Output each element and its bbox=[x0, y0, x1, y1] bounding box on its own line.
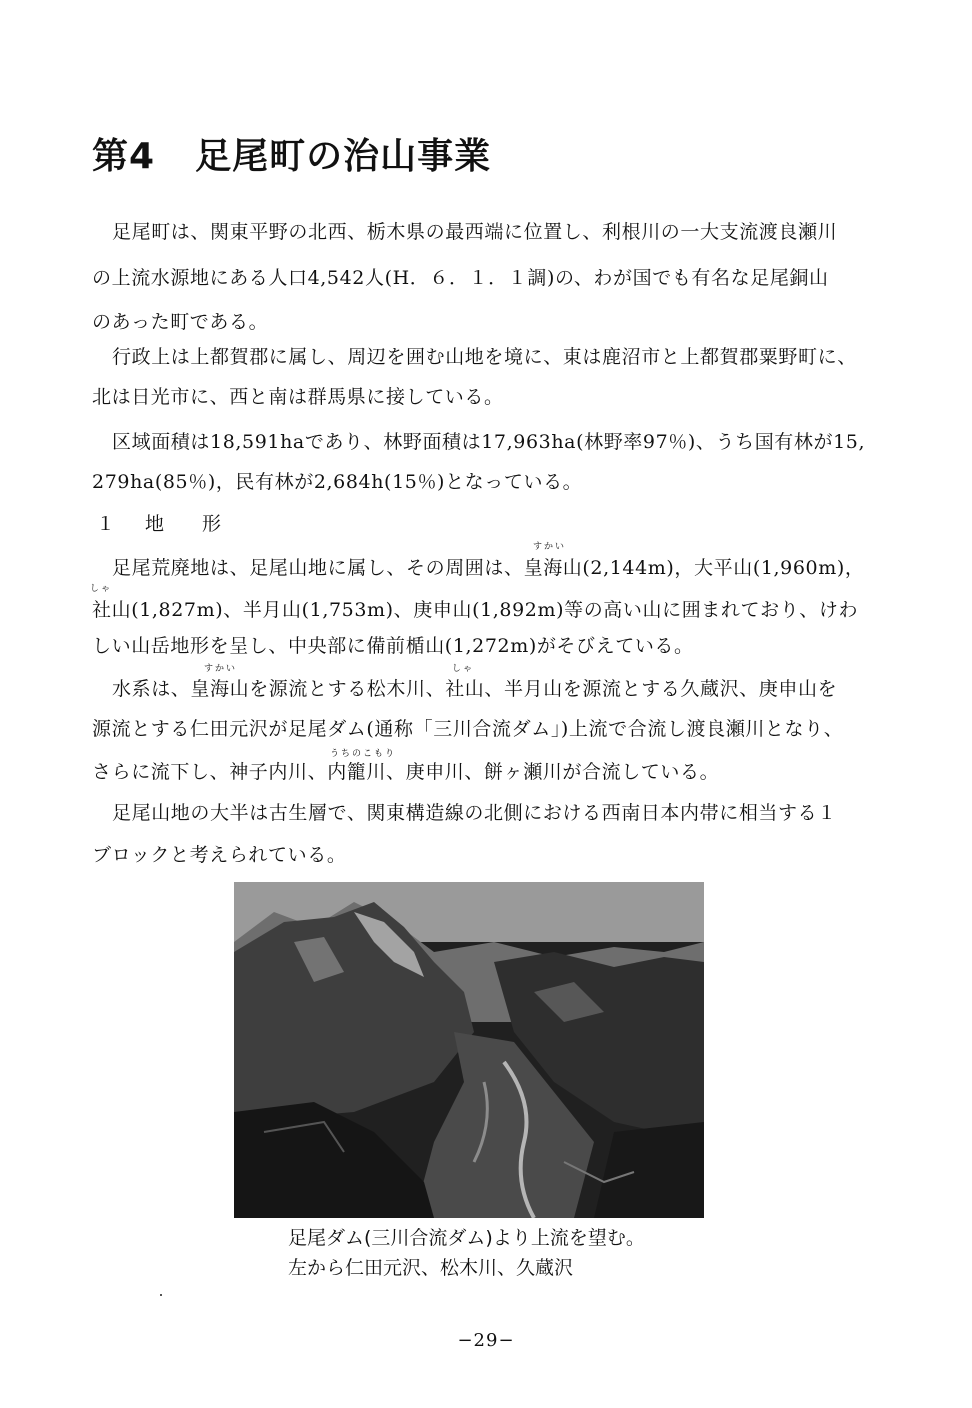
section-number: １ bbox=[96, 513, 116, 535]
paragraph-line: 源流とする仁田元沢が足尾ダム(通称「三川合流ダム」)上流で合流し渡良瀬川となり、 bbox=[92, 718, 844, 740]
paragraph-line: 行政上は上都賀郡に属し、周辺を囲む山地を境に、東は鹿沼市と上都賀郡粟野町に、 bbox=[112, 346, 857, 368]
ruby-annotation: うちのこもり bbox=[330, 749, 397, 759]
photo-caption-line1: 足尾ダム(三川合流ダム)より上流を望む。 bbox=[288, 1227, 645, 1249]
photo-caption-line2: 左から仁田元沢、松木川、久蔵沢 bbox=[288, 1257, 574, 1279]
chapter-number: 第4 bbox=[92, 136, 156, 177]
paragraph-line: の上流水源地にある人口4,542人(H．６．１．１調)の、わが国でも有名な足尾銅山 bbox=[92, 267, 829, 289]
paragraph-line: 足尾町は、関東平野の北西、栃木県の最西端に位置し、利根川の一大支流渡良瀬川 bbox=[112, 221, 838, 243]
paragraph-line: 社山(1,827m)、半月山(1,753m)、庚申山(1,892m)等の高い山に囲まれており、けわ bbox=[92, 599, 859, 621]
ruby-annotation: すかい bbox=[533, 542, 567, 552]
scan-speck bbox=[160, 1294, 162, 1296]
paragraph-line: のあった町である。 bbox=[92, 311, 269, 333]
section-title: 地 形 bbox=[145, 513, 222, 535]
page-number: −29− bbox=[457, 1330, 515, 1351]
ruby-annotation: しゃ bbox=[90, 584, 113, 594]
ruby-annotation: すかい bbox=[204, 664, 238, 674]
paragraph-line: 北は日光市に、西と南は群馬県に接している。 bbox=[92, 386, 504, 408]
ruby-annotation: しゃ bbox=[452, 664, 475, 674]
section-heading bbox=[96, 512, 221, 536]
paragraph-line: しい山岳地形を呈し、中央部に備前楯山(1,272m)がそびえている。 bbox=[92, 635, 694, 657]
paragraph-line: ブロックと考えられている。 bbox=[92, 844, 347, 866]
paragraph-line: さらに流下し、神子内川、内籠川、庚申川、餅ヶ瀬川が合流している。 bbox=[92, 761, 720, 783]
paragraph-line: 区域面積は18,591haであり、林野面積は17,963ha(林野率97％)、うち国有林が15, bbox=[112, 431, 866, 453]
chapter-title: 足尾町の治山事業 bbox=[195, 136, 492, 177]
paragraph-line: 足尾荒廃地は、足尾山地に属し、その周囲は、皇海山(2,144m)，大平山(1,960m)， bbox=[112, 557, 865, 579]
paragraph-line: 足尾山地の大半は古生層で、関東構造線の北側における西南日本内帯に相当する１ bbox=[112, 802, 837, 824]
mountain-valley-photo bbox=[234, 882, 704, 1218]
paragraph-line: 水系は、皇海山を源流とする松木川、社山、半月山を源流とする久蔵沢、庚申山を bbox=[112, 678, 838, 700]
page-title bbox=[92, 128, 491, 179]
paragraph-line: 279ha(85％)，民有林が2,684h(15％)となっている。 bbox=[92, 471, 583, 493]
photo-illustration bbox=[234, 882, 704, 1218]
